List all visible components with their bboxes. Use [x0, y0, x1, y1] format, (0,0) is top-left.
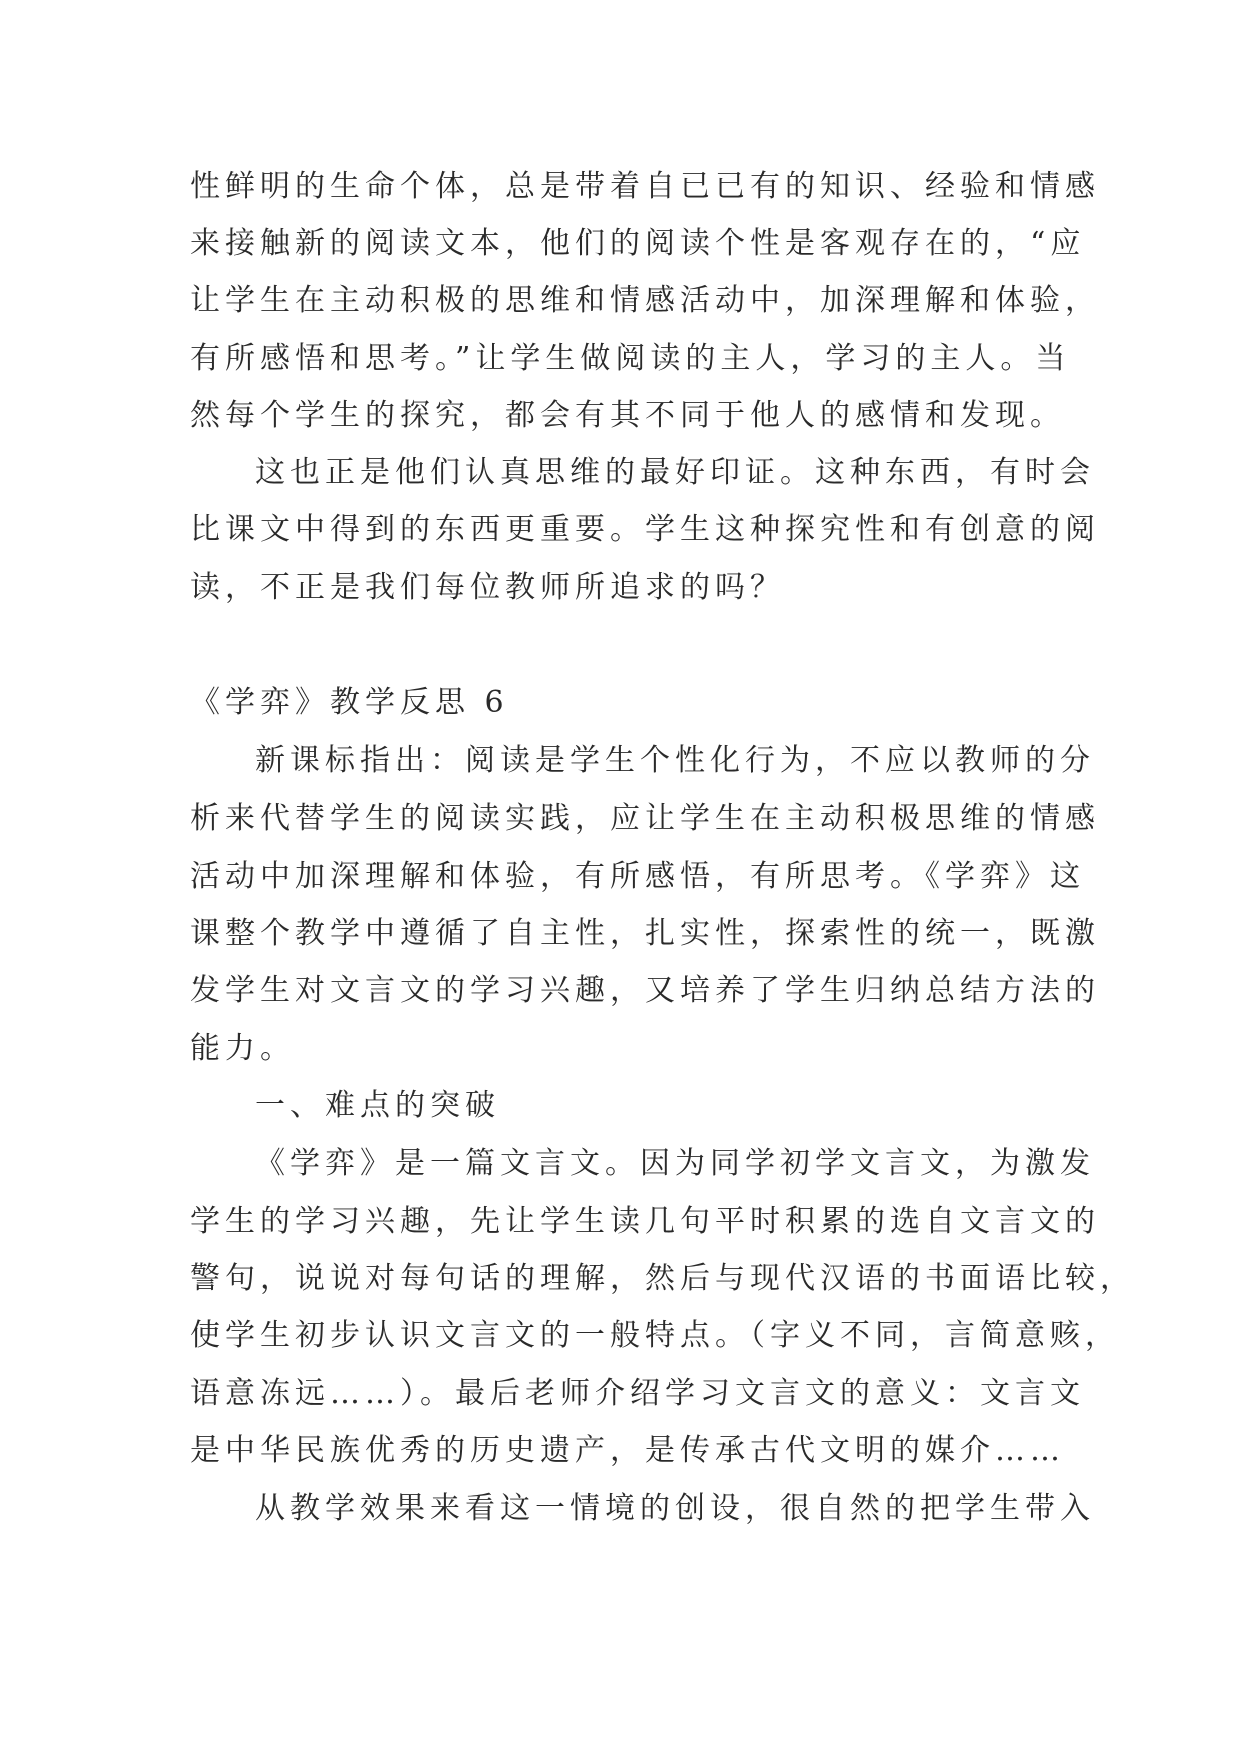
text-line: 发学生对文言文的学习兴趣，又培养了学生归纳总结方法的 [190, 973, 1100, 1008]
text-line: 比课文中得到的东西更重要。学生这种探究性和有创意的阅 [190, 512, 1100, 547]
text-line: 是中华民族优秀的历史遗产，是传承古代文明的媒介…… [190, 1433, 1065, 1468]
text-line: 然每个学生的探究，都会有其不同于他人的感情和发现。 [190, 398, 1065, 433]
text-line: 课整个教学中遵循了自主性，扎实性，探索性的统一，既激 [190, 916, 1100, 951]
text-line: 让学生在主动积极的思维和情感活动中，加深理解和体验， [190, 283, 1100, 318]
subsection-heading: 一、难点的突破 [255, 1088, 500, 1123]
text-line: 来接触新的阅读文本，他们的阅读个性是客观存在的，“应 [190, 226, 1086, 261]
text-line: 警句，说说对每句话的理解，然后与现代汉语的书面语比较， [190, 1261, 1135, 1296]
text-line: 活动中加深理解和体验，有所感悟，有所思考。《学弈》这 [190, 859, 1085, 894]
paragraph-first-line: 新课标指出：阅读是学生个性化行为，不应以教师的分 [255, 743, 1095, 778]
paragraph-first-line: 从教学效果来看这一情境的创设，很自然的把学生带入 [255, 1491, 1095, 1526]
text-line: 语意冻远……）。最后老师介绍学习文言文的意义：文言文 [190, 1376, 1085, 1411]
text-line: 有所感悟和思考。”让学生做阅读的主人，学习的主人。当 [190, 341, 1071, 376]
text-line: 读，不正是我们每位教师所追求的吗？ [190, 570, 785, 605]
text-line: 学生的学习兴趣，先让学生读几句平时积累的选自文言文的 [190, 1204, 1100, 1239]
text-line: 能力。 [190, 1031, 295, 1066]
section-heading: 《学弈》教学反思 6 [190, 685, 509, 720]
paragraph-first-line: 《学弈》是一篇文言文。因为同学初学文言文，为激发 [255, 1146, 1095, 1181]
paragraph-first-line: 这也正是他们认真思维的最好印证。这种东西，有时会 [255, 455, 1095, 490]
text-line: 析来代替学生的阅读实践，应让学生在主动积极思维的情感 [190, 801, 1100, 836]
text-line: 性鲜明的生命个体，总是带着自已已有的知识、经验和情感 [190, 169, 1100, 204]
text-line: 使学生初步认识文言文的一般特点。（字义不同，言简意赅， [190, 1318, 1120, 1353]
